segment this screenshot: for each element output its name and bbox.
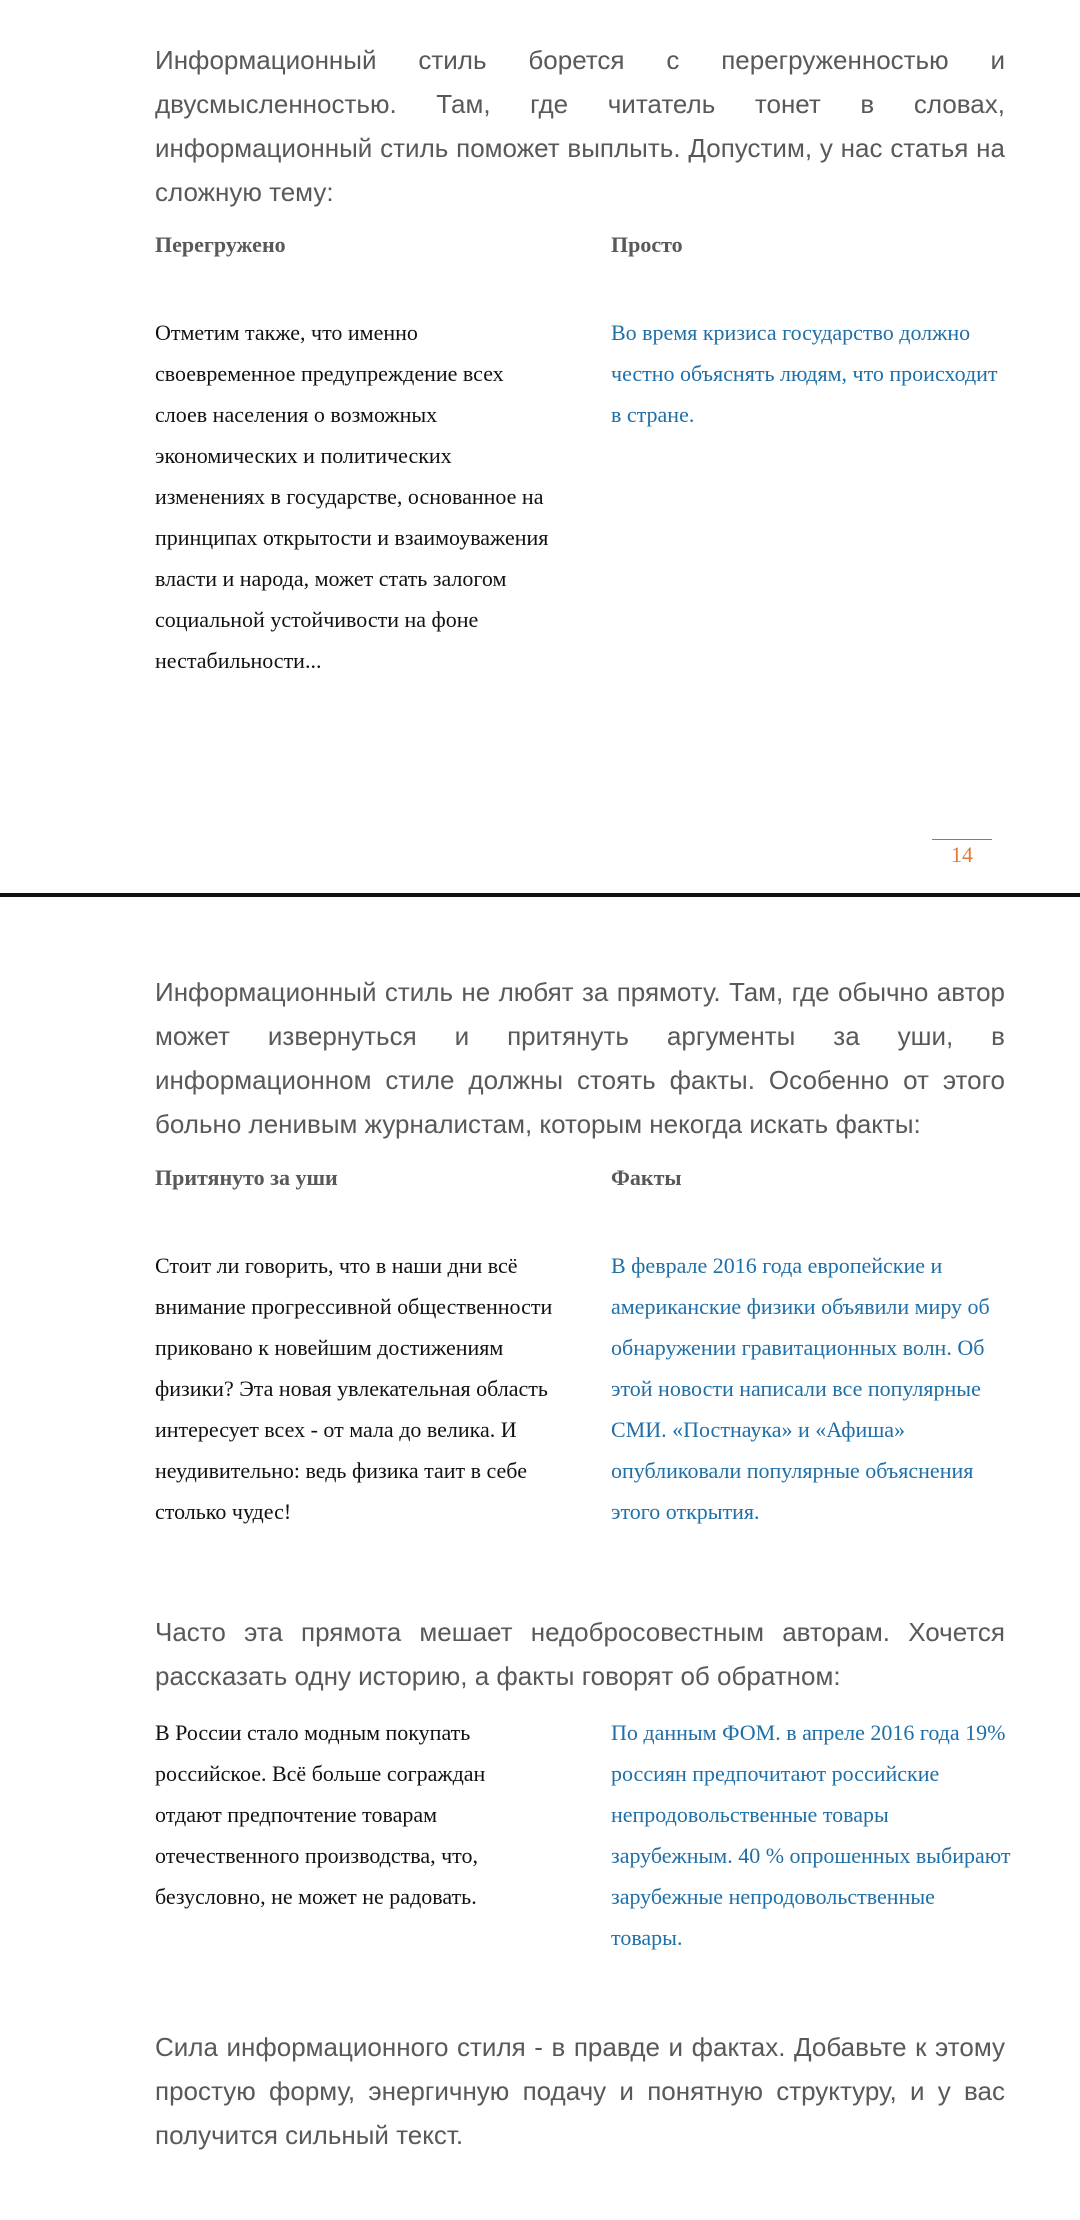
- simple-column: [611, 230, 1011, 435]
- simple-heading: Просто: [611, 232, 683, 257]
- data-text: По данным ФОМ. в апреле 2016 года 19% россиян предпочитают российские непродовольственные товары зарубежным. 40 % опрошенных выбирают зарубежные непродовольственные товары.: [611, 1720, 1011, 1950]
- facts-text: В феврале 2016 года европейские и американские физики объявили миру об обнаружении гравитационных волн. Об этой новости написали все популярные СМИ. «Постнаука» и «Афиша» опубликовали популярные объяснения этого открытия.: [611, 1253, 990, 1524]
- far-fetched-heading: Притянуто за уши: [155, 1165, 338, 1190]
- facts-column: [611, 1163, 1011, 1532]
- far-fetched-text: Стоит ли говорить, что в наши дни всё внимание прогрессивной общественности приковано к новейшим достижениям физики? Эта новая увлекательная область интересует всех - от мала до велика. И неудивительно: ведь физика таит в себе столько чудес!: [155, 1253, 553, 1524]
- intro-paragraph-2: Информационный стиль не любят за прямоту. Там, где обычно автор может извернуться и притянуть аргументы за уши, в информационном стиле должны стоять факты. Особенно от этого больно ленивым журналистам, которым некогда искать факты:: [155, 977, 1005, 1139]
- intro-paragraph-1: Информационный стиль борется с перегруженностью и двусмысленностью. Там, где читатель тонет в словах, информационный стиль поможет выплыть. Допустим, у нас статья на сложную тему:: [155, 45, 1005, 207]
- page-number: 14: [951, 842, 973, 867]
- opinion-text: В России стало модным покупать российское. Всё больше сограждан отдают предпочтение товарам отечественного производства, что, безусловно, не может не радовать.: [155, 1720, 486, 1909]
- simple-text: Во время кризиса государство должно честно объяснять людям, что происходит в стране.: [611, 320, 998, 427]
- overloaded-text: Отметим также, что именно своевременное предупреждение всех слоев населения о возможных экономических и политических изменениях в государстве, основанное на принципах открытости и взаимоуважения власти и народа, может стать залогом социальной устойчивости на фоне нестабильности...: [155, 320, 549, 673]
- opinion-column: [155, 1712, 555, 1917]
- overloaded-column: [155, 230, 555, 681]
- page-number-rule: [932, 839, 992, 840]
- outro-paragraph: Сила информационного стиля - в правде и фактах. Добавьте к этому простую форму, энергичную подачу и понятную структуру, и у вас получится сильный текст.: [155, 2032, 1005, 2150]
- data-column: [611, 1712, 1011, 1958]
- far-fetched-column: [155, 1163, 555, 1532]
- mid-paragraph: Часто эта прямота мешает недобросовестным авторам. Хочется рассказать одну историю, а факты говорят об обратном:: [155, 1617, 1005, 1691]
- facts-heading: Факты: [611, 1165, 682, 1190]
- overloaded-heading: Перегружено: [155, 232, 286, 257]
- page-separator: [0, 893, 1080, 897]
